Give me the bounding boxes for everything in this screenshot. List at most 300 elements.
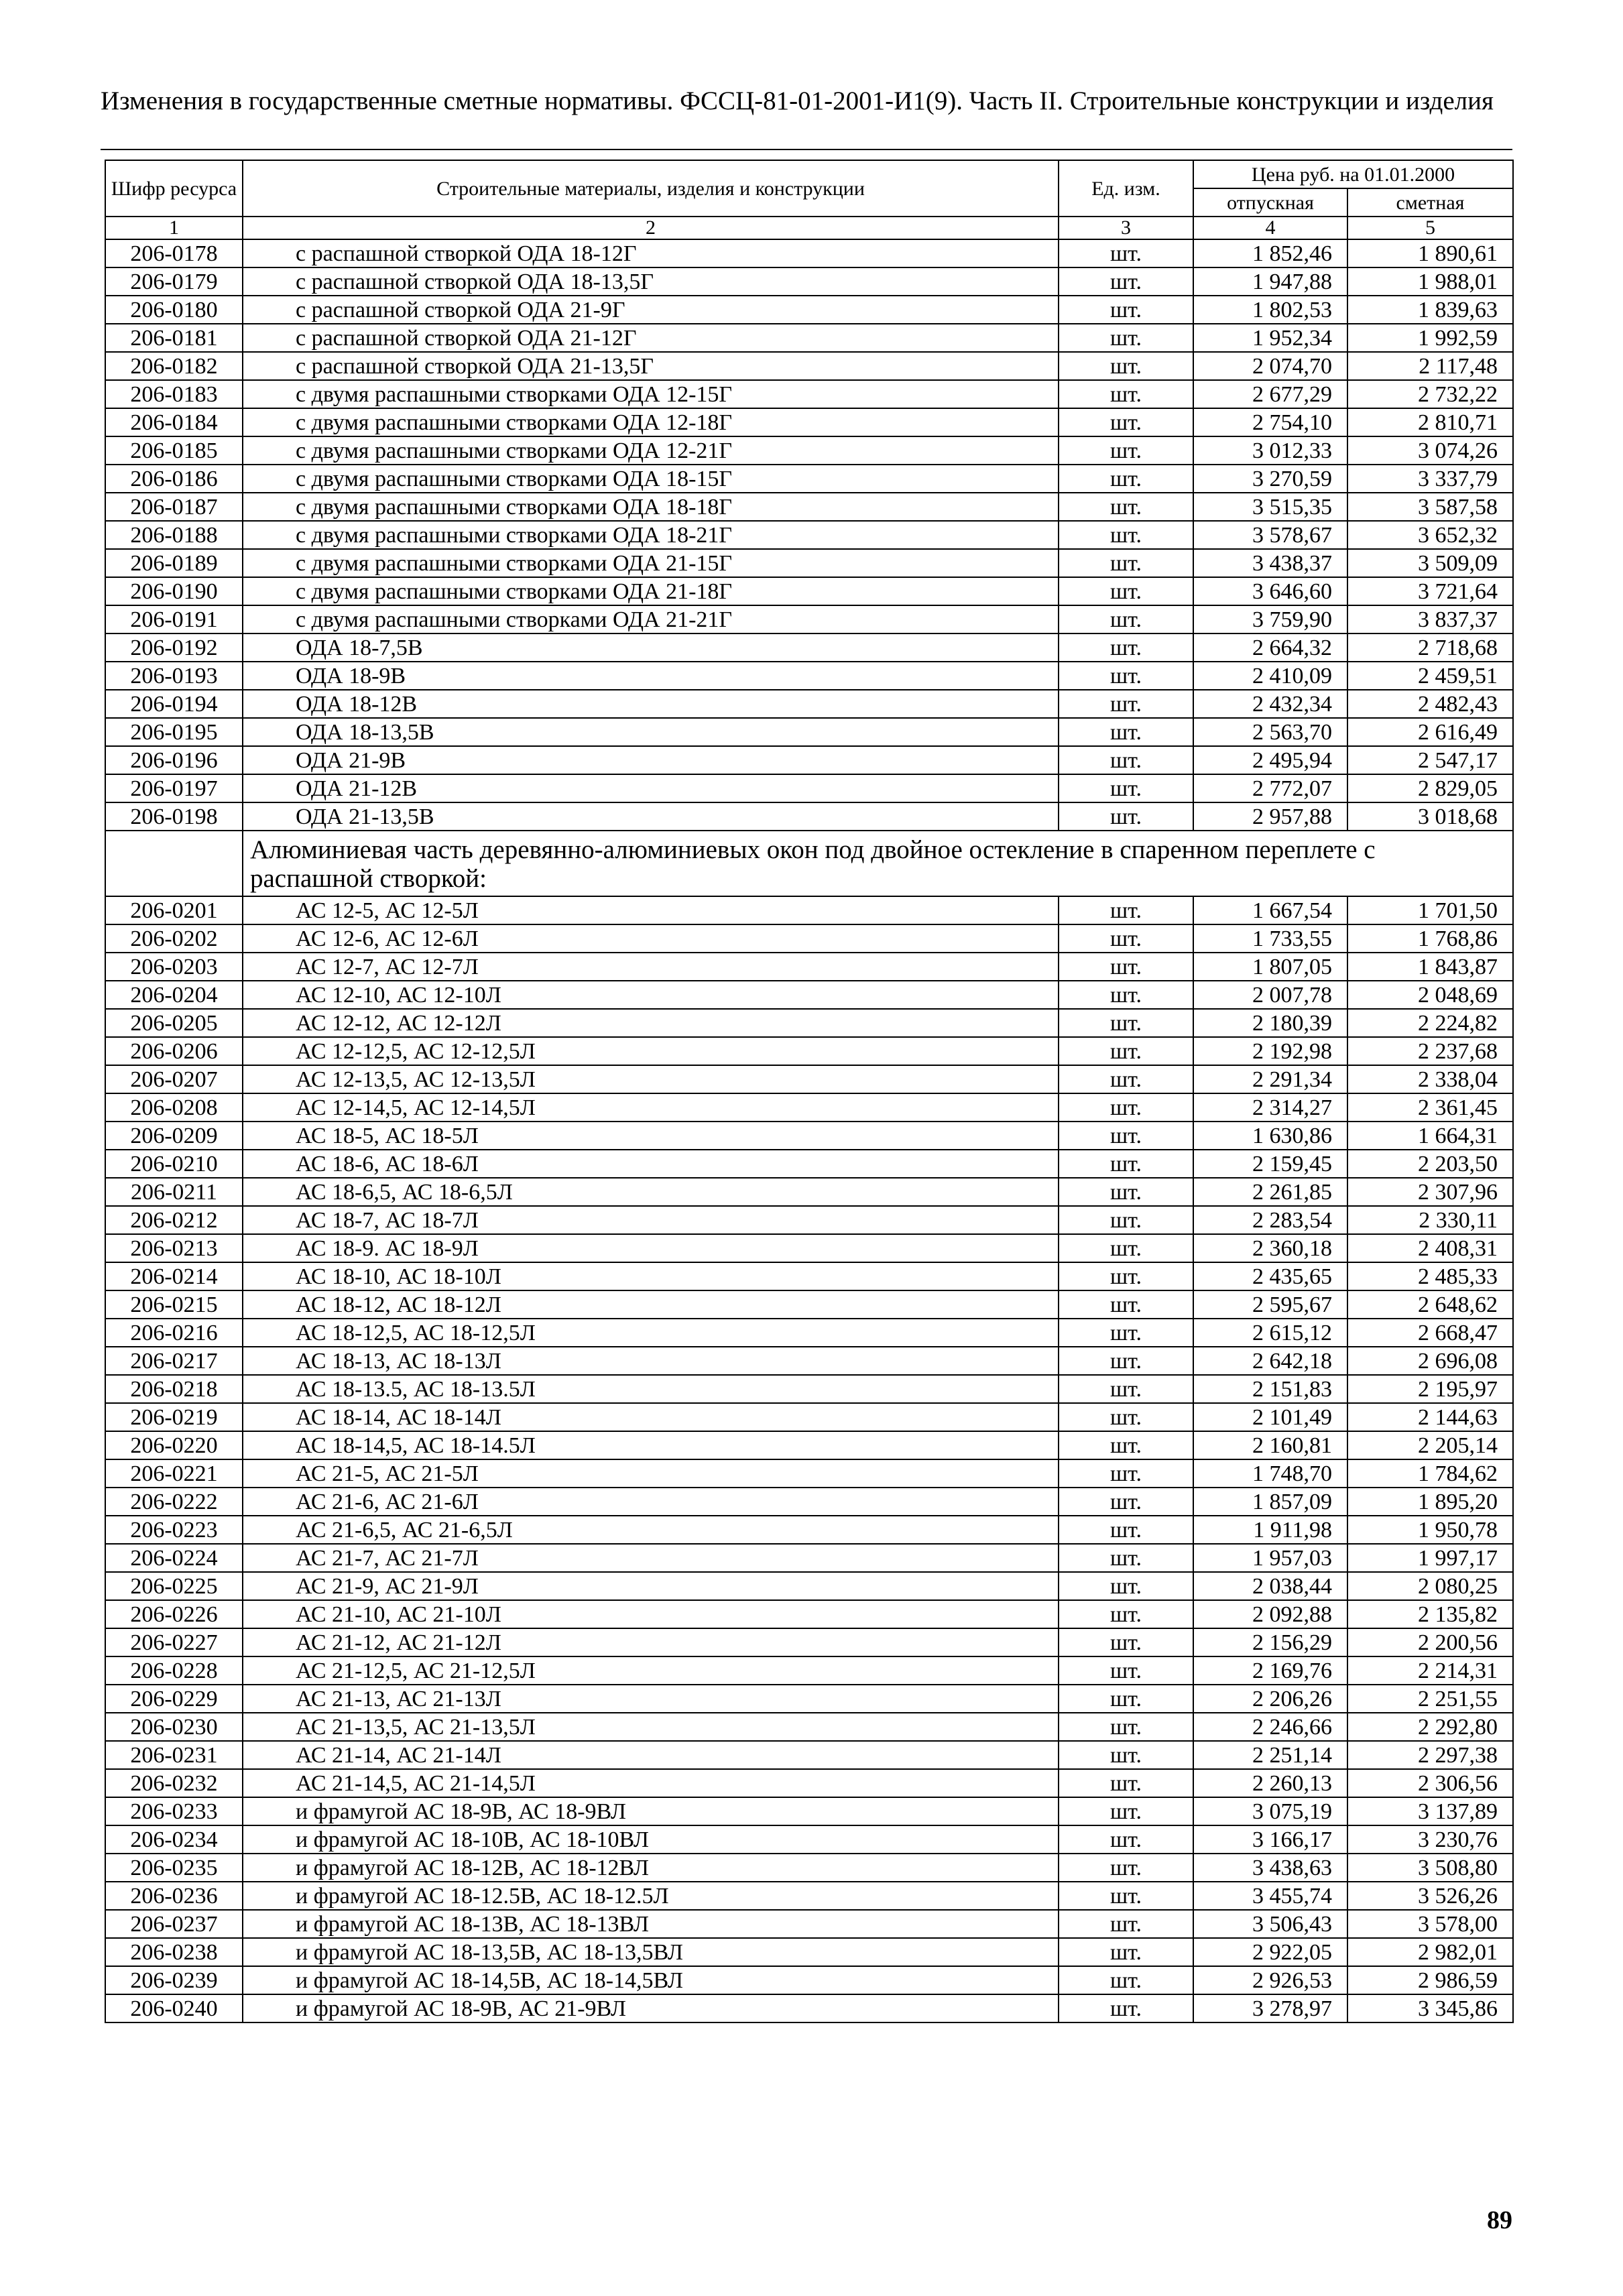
resource-code: 206-0204 [105, 981, 243, 1009]
unit-of-measure: шт. [1059, 1713, 1193, 1741]
table-header-row [105, 160, 1513, 188]
table-row [105, 1150, 1513, 1178]
estimate-price: 2 482,43 [1347, 690, 1513, 718]
unit-of-measure: шт. [1059, 1093, 1193, 1122]
table-row [105, 1290, 1513, 1319]
resource-code: 206-0226 [105, 1600, 243, 1628]
material-name: АС 21-6, АС 21-6Л [243, 1488, 1059, 1516]
release-price: 2 432,34 [1193, 690, 1347, 718]
estimate-price: 2 080,25 [1347, 1572, 1513, 1600]
release-price: 1 911,98 [1193, 1516, 1347, 1544]
estimate-price: 1 997,17 [1347, 1544, 1513, 1572]
release-price: 2 615,12 [1193, 1319, 1347, 1347]
resource-code: 206-0191 [105, 605, 243, 633]
material-name: с распашной створкой ОДА 18-12Г [243, 239, 1059, 267]
unit-of-measure: шт. [1059, 267, 1193, 296]
release-price: 3 166,17 [1193, 1825, 1347, 1854]
estimate-price: 1 950,78 [1347, 1516, 1513, 1544]
estimate-price: 1 768,86 [1347, 924, 1513, 953]
unit-of-measure: шт. [1059, 1628, 1193, 1656]
release-price: 2 563,70 [1193, 718, 1347, 746]
table-row [105, 1037, 1513, 1065]
unit-of-measure: шт. [1059, 436, 1193, 465]
material-name: АС 18-14,5, АС 18-14.5Л [243, 1431, 1059, 1459]
estimate-price: 2 810,71 [1347, 408, 1513, 436]
column-number-row [105, 217, 1513, 239]
material-name: АС 18-6,5, АС 18-6,5Л [243, 1178, 1059, 1206]
release-price: 1 947,88 [1193, 267, 1347, 296]
unit-of-measure: шт. [1059, 1262, 1193, 1290]
release-price: 3 515,35 [1193, 493, 1347, 521]
resource-code: 206-0214 [105, 1262, 243, 1290]
release-price: 3 578,67 [1193, 521, 1347, 549]
table-row [105, 774, 1513, 802]
resource-code: 206-0218 [105, 1375, 243, 1403]
resource-code: 206-0227 [105, 1628, 243, 1656]
release-price: 3 646,60 [1193, 577, 1347, 605]
table-row [105, 324, 1513, 352]
release-price: 2 151,83 [1193, 1375, 1347, 1403]
table-row [105, 1994, 1513, 2022]
release-price: 3 438,37 [1193, 549, 1347, 577]
unit-of-measure: шт. [1059, 662, 1193, 690]
unit-of-measure: шт. [1059, 1290, 1193, 1319]
estimate-price: 2 307,96 [1347, 1178, 1513, 1206]
table-row [105, 1741, 1513, 1769]
estimate-price: 2 048,69 [1347, 981, 1513, 1009]
estimate-price: 1 988,01 [1347, 267, 1513, 296]
release-price: 2 435,65 [1193, 1262, 1347, 1290]
resource-code: 206-0180 [105, 296, 243, 324]
unit-of-measure: шт. [1059, 1347, 1193, 1375]
release-price: 2 957,88 [1193, 802, 1347, 831]
resource-code: 206-0202 [105, 924, 243, 953]
material-name: с двумя распашными створками ОДА 21-15Г [243, 549, 1059, 577]
release-price: 2 038,44 [1193, 1572, 1347, 1600]
table-row [105, 1178, 1513, 1206]
estimate-price: 1 895,20 [1347, 1488, 1513, 1516]
estimate-price: 3 137,89 [1347, 1797, 1513, 1825]
resource-code: 206-0193 [105, 662, 243, 690]
release-price: 1 802,53 [1193, 296, 1347, 324]
release-price: 3 270,59 [1193, 465, 1347, 493]
material-name: ОДА 21-12В [243, 774, 1059, 802]
table-row [105, 1882, 1513, 1910]
resource-code: 206-0190 [105, 577, 243, 605]
page-number: 89 [1487, 2206, 1512, 2234]
table-row [105, 746, 1513, 774]
release-price: 1 957,03 [1193, 1544, 1347, 1572]
estimate-price: 1 839,63 [1347, 296, 1513, 324]
estimate-price: 2 251,55 [1347, 1685, 1513, 1713]
table-row [105, 239, 1513, 267]
unit-of-measure: шт. [1059, 1572, 1193, 1600]
table-row [105, 981, 1513, 1009]
release-price: 2 772,07 [1193, 774, 1347, 802]
unit-of-measure: шт. [1059, 1459, 1193, 1488]
column-number: 2 [243, 217, 1059, 239]
resource-code: 206-0189 [105, 549, 243, 577]
table-row [105, 953, 1513, 981]
column-number: 3 [1059, 217, 1193, 239]
release-price: 2 007,78 [1193, 981, 1347, 1009]
estimate-price: 3 345,86 [1347, 1994, 1513, 2022]
material-name: с двумя распашными створками ОДА 12-21Г [243, 436, 1059, 465]
estimate-price: 1 992,59 [1347, 324, 1513, 352]
material-name: ОДА 18-9В [243, 662, 1059, 690]
resource-code: 206-0229 [105, 1685, 243, 1713]
release-price: 2 291,34 [1193, 1065, 1347, 1093]
material-name: с двумя распашными створками ОДА 12-15Г [243, 380, 1059, 408]
release-price: 2 092,88 [1193, 1600, 1347, 1628]
resource-code: 206-0192 [105, 633, 243, 662]
material-name: с двумя распашными створками ОДА 21-21Г [243, 605, 1059, 633]
table-row [105, 1403, 1513, 1431]
section-code-cell [105, 831, 243, 896]
resource-code: 206-0179 [105, 267, 243, 296]
resource-code: 206-0228 [105, 1656, 243, 1685]
release-price: 3 278,97 [1193, 1994, 1347, 2022]
estimate-price: 3 508,80 [1347, 1854, 1513, 1882]
estimate-price: 3 587,58 [1347, 493, 1513, 521]
material-name: АС 21-7, АС 21-7Л [243, 1544, 1059, 1572]
release-price: 2 410,09 [1193, 662, 1347, 690]
material-name: АС 18-13.5, АС 18-13.5Л [243, 1375, 1059, 1403]
material-name: и фрамугой АС 18-10В, АС 18-10ВЛ [243, 1825, 1059, 1854]
resource-code: 206-0188 [105, 521, 243, 549]
estimate-price: 2 292,80 [1347, 1713, 1513, 1741]
unit-of-measure: шт. [1059, 718, 1193, 746]
material-name: АС 12-13,5, АС 12-13,5Л [243, 1065, 1059, 1093]
header-unit: Ед. изм. [1059, 160, 1193, 217]
estimate-price: 2 214,31 [1347, 1656, 1513, 1685]
unit-of-measure: шт. [1059, 521, 1193, 549]
material-name: и фрамугой АС 18-14,5В, АС 18-14,5ВЛ [243, 1966, 1059, 1994]
unit-of-measure: шт. [1059, 1516, 1193, 1544]
material-name: ОДА 18-12В [243, 690, 1059, 718]
unit-of-measure: шт. [1059, 896, 1193, 924]
unit-of-measure: шт. [1059, 633, 1193, 662]
material-name: АС 18-12, АС 18-12Л [243, 1290, 1059, 1319]
unit-of-measure: шт. [1059, 239, 1193, 267]
table-row [105, 1769, 1513, 1797]
table-row [105, 1600, 1513, 1628]
unit-of-measure: шт. [1059, 1065, 1193, 1093]
release-price: 2 156,29 [1193, 1628, 1347, 1656]
estimate-price: 2 718,68 [1347, 633, 1513, 662]
unit-of-measure: шт. [1059, 605, 1193, 633]
unit-of-measure: шт. [1059, 1882, 1193, 1910]
material-name: АС 12-10, АС 12-10Л [243, 981, 1059, 1009]
release-price: 2 246,66 [1193, 1713, 1347, 1741]
table-row [105, 493, 1513, 521]
header-divider [101, 149, 1512, 150]
material-name: АС 21-12,5, АС 21-12,5Л [243, 1656, 1059, 1685]
material-name: АС 18-14, АС 18-14Л [243, 1403, 1059, 1431]
release-price: 2 180,39 [1193, 1009, 1347, 1037]
material-name: АС 21-12, АС 21-12Л [243, 1628, 1059, 1656]
release-price: 3 075,19 [1193, 1797, 1347, 1825]
table-row [105, 896, 1513, 924]
unit-of-measure: шт. [1059, 1994, 1193, 2022]
resource-code: 206-0234 [105, 1825, 243, 1854]
estimate-price: 2 485,33 [1347, 1262, 1513, 1290]
table-row [105, 1206, 1513, 1234]
resource-code: 206-0211 [105, 1178, 243, 1206]
unit-of-measure: шт. [1059, 549, 1193, 577]
resource-code: 206-0231 [105, 1741, 243, 1769]
table-row [105, 690, 1513, 718]
material-name: АС 12-7, АС 12-7Л [243, 953, 1059, 981]
resource-code: 206-0219 [105, 1403, 243, 1431]
material-name: АС 21-5, АС 21-5Л [243, 1459, 1059, 1488]
estimate-price: 3 578,00 [1347, 1910, 1513, 1938]
estimate-price: 2 829,05 [1347, 774, 1513, 802]
material-name: АС 21-14, АС 21-14Л [243, 1741, 1059, 1769]
estimate-price: 2 648,62 [1347, 1290, 1513, 1319]
material-name: с двумя распашными створками ОДА 18-18Г [243, 493, 1059, 521]
material-name: АС 18-12,5, АС 18-12,5Л [243, 1319, 1059, 1347]
estimate-price: 2 408,31 [1347, 1234, 1513, 1262]
material-name: АС 18-9. АС 18-9Л [243, 1234, 1059, 1262]
estimate-price: 3 230,76 [1347, 1825, 1513, 1854]
release-price: 2 261,85 [1193, 1178, 1347, 1206]
release-price: 1 857,09 [1193, 1488, 1347, 1516]
resource-code: 206-0210 [105, 1150, 243, 1178]
release-price: 1 748,70 [1193, 1459, 1347, 1488]
column-number: 1 [105, 217, 243, 239]
release-price: 2 074,70 [1193, 352, 1347, 380]
estimate-price: 2 668,47 [1347, 1319, 1513, 1347]
material-name: и фрамугой АС 18-12.5В, АС 18-12.5Л [243, 1882, 1059, 1910]
estimate-price: 2 144,63 [1347, 1403, 1513, 1431]
table-row [105, 577, 1513, 605]
unit-of-measure: шт. [1059, 953, 1193, 981]
material-name: АС 21-13, АС 21-13Л [243, 1685, 1059, 1713]
table-row [105, 1375, 1513, 1403]
resource-code: 206-0181 [105, 324, 243, 352]
resource-code: 206-0196 [105, 746, 243, 774]
estimate-price: 2 361,45 [1347, 1093, 1513, 1122]
release-price: 3 455,74 [1193, 1882, 1347, 1910]
material-name: АС 12-5, АС 12-5Л [243, 896, 1059, 924]
resource-code: 206-0184 [105, 408, 243, 436]
material-name: АС 21-6,5, АС 21-6,5Л [243, 1516, 1059, 1544]
material-name: ОДА 18-7,5В [243, 633, 1059, 662]
unit-of-measure: шт. [1059, 1910, 1193, 1938]
resource-code: 206-0194 [105, 690, 243, 718]
material-name: АС 18-6, АС 18-6Л [243, 1150, 1059, 1178]
table-row [105, 1713, 1513, 1741]
table-row [105, 1572, 1513, 1600]
unit-of-measure: шт. [1059, 1178, 1193, 1206]
estimate-price: 2 203,50 [1347, 1150, 1513, 1178]
unit-of-measure: шт. [1059, 296, 1193, 324]
unit-of-measure: шт. [1059, 774, 1193, 802]
table-row [105, 465, 1513, 493]
unit-of-measure: шт. [1059, 1656, 1193, 1685]
release-price: 2 169,76 [1193, 1656, 1347, 1685]
estimate-price: 3 337,79 [1347, 465, 1513, 493]
material-name: АС 18-10, АС 18-10Л [243, 1262, 1059, 1290]
table-row [105, 605, 1513, 633]
material-name: ОДА 21-9В [243, 746, 1059, 774]
table-row [105, 802, 1513, 831]
resource-code: 206-0178 [105, 239, 243, 267]
material-name: АС 18-13, АС 18-13Л [243, 1347, 1059, 1375]
estimate-price: 2 696,08 [1347, 1347, 1513, 1375]
estimate-price: 3 526,26 [1347, 1882, 1513, 1910]
resource-code: 206-0201 [105, 896, 243, 924]
unit-of-measure: шт. [1059, 1938, 1193, 1966]
release-price: 3 012,33 [1193, 436, 1347, 465]
resource-code: 206-0221 [105, 1459, 243, 1488]
unit-of-measure: шт. [1059, 746, 1193, 774]
estimate-price: 2 986,59 [1347, 1966, 1513, 1994]
page-header-title: Изменения в государственные сметные нормативы. ФССЦ-81-01-2001-И1(9). Часть II. Строительные конструкции и изделия [101, 86, 1494, 115]
unit-of-measure: шт. [1059, 465, 1193, 493]
material-name: АС 21-14,5, АС 21-14,5Л [243, 1769, 1059, 1797]
unit-of-measure: шт. [1059, 577, 1193, 605]
estimate-price: 2 200,56 [1347, 1628, 1513, 1656]
unit-of-measure: шт. [1059, 1825, 1193, 1854]
material-name: АС 21-10, АС 21-10Л [243, 1600, 1059, 1628]
price-table [105, 160, 1514, 2023]
resource-code: 206-0232 [105, 1769, 243, 1797]
resource-code: 206-0237 [105, 1910, 243, 1938]
unit-of-measure: шт. [1059, 1122, 1193, 1150]
material-name: с двумя распашными створками ОДА 12-18Г [243, 408, 1059, 436]
estimate-price: 2 297,38 [1347, 1741, 1513, 1769]
material-name: с двумя распашными створками ОДА 18-21Г [243, 521, 1059, 549]
material-name: и фрамугой АС 18-9В, АС 18-9ВЛ [243, 1797, 1059, 1825]
estimate-price: 2 616,49 [1347, 718, 1513, 746]
table-row [105, 1938, 1513, 1966]
table-row [105, 1234, 1513, 1262]
estimate-price: 2 205,14 [1347, 1431, 1513, 1459]
material-name: АС 12-12, АС 12-12Л [243, 1009, 1059, 1037]
resource-code: 206-0230 [105, 1713, 243, 1741]
resource-code: 206-0224 [105, 1544, 243, 1572]
table-row [105, 1825, 1513, 1854]
section-heading-row [105, 831, 1513, 896]
resource-code: 206-0223 [105, 1516, 243, 1544]
resource-code: 206-0215 [105, 1290, 243, 1319]
estimate-price: 2 982,01 [1347, 1938, 1513, 1966]
header-price: Цена руб. на 01.01.2000 [1193, 160, 1513, 188]
material-name: АС 21-13,5, АС 21-13,5Л [243, 1713, 1059, 1741]
estimate-price: 1 784,62 [1347, 1459, 1513, 1488]
material-name: АС 12-14,5, АС 12-14,5Л [243, 1093, 1059, 1122]
resource-code: 206-0222 [105, 1488, 243, 1516]
resource-code: 206-0235 [105, 1854, 243, 1882]
resource-code: 206-0198 [105, 802, 243, 831]
table-row [105, 1966, 1513, 1994]
resource-code: 206-0217 [105, 1347, 243, 1375]
unit-of-measure: шт. [1059, 690, 1193, 718]
table-row [105, 1319, 1513, 1347]
release-price: 2 283,54 [1193, 1206, 1347, 1234]
header-name: Строительные материалы, изделия и конструкции [243, 160, 1059, 217]
unit-of-measure: шт. [1059, 1544, 1193, 1572]
table-row [105, 1262, 1513, 1290]
estimate-price: 3 509,09 [1347, 549, 1513, 577]
estimate-price: 3 074,26 [1347, 436, 1513, 465]
unit-of-measure: шт. [1059, 802, 1193, 831]
resource-code: 206-0203 [105, 953, 243, 981]
table-row [105, 267, 1513, 296]
material-name: АС 18-7, АС 18-7Л [243, 1206, 1059, 1234]
estimate-price: 1 843,87 [1347, 953, 1513, 981]
estimate-price: 1 664,31 [1347, 1122, 1513, 1150]
table-row [105, 436, 1513, 465]
material-name: и фрамугой АС 18-13В, АС 18-13ВЛ [243, 1910, 1059, 1938]
resource-code: 206-0225 [105, 1572, 243, 1600]
unit-of-measure: шт. [1059, 1685, 1193, 1713]
estimate-price: 2 195,97 [1347, 1375, 1513, 1403]
table-row [105, 1516, 1513, 1544]
release-price: 2 260,13 [1193, 1769, 1347, 1797]
estimate-price: 3 652,32 [1347, 521, 1513, 549]
release-price: 3 759,90 [1193, 605, 1347, 633]
unit-of-measure: шт. [1059, 1037, 1193, 1065]
material-name: с двумя распашными створками ОДА 21-18Г [243, 577, 1059, 605]
unit-of-measure: шт. [1059, 380, 1193, 408]
estimate-price: 2 547,17 [1347, 746, 1513, 774]
material-name: ОДА 21-13,5В [243, 802, 1059, 831]
release-price: 2 754,10 [1193, 408, 1347, 436]
material-name: с двумя распашными створками ОДА 18-15Г [243, 465, 1059, 493]
unit-of-measure: шт. [1059, 1854, 1193, 1882]
unit-of-measure: шт. [1059, 1769, 1193, 1797]
material-name: ОДА 18-13,5В [243, 718, 1059, 746]
release-price: 1 807,05 [1193, 953, 1347, 981]
estimate-price: 1 890,61 [1347, 239, 1513, 267]
resource-code: 206-0187 [105, 493, 243, 521]
unit-of-measure: шт. [1059, 1488, 1193, 1516]
estimate-price: 2 732,22 [1347, 380, 1513, 408]
table-row [105, 408, 1513, 436]
release-price: 2 595,67 [1193, 1290, 1347, 1319]
estimate-price: 2 237,68 [1347, 1037, 1513, 1065]
unit-of-measure: шт. [1059, 493, 1193, 521]
table-row [105, 521, 1513, 549]
header-estimate: сметная [1347, 188, 1513, 217]
table-row [105, 352, 1513, 380]
release-price: 2 922,05 [1193, 1938, 1347, 1966]
table-row [105, 1093, 1513, 1122]
resource-code: 206-0212 [105, 1206, 243, 1234]
material-name: АС 18-5, АС 18-5Л [243, 1122, 1059, 1150]
table-row [105, 1431, 1513, 1459]
resource-code: 206-0182 [105, 352, 243, 380]
unit-of-measure: шт. [1059, 1797, 1193, 1825]
estimate-price: 2 306,56 [1347, 1769, 1513, 1797]
table-row [105, 633, 1513, 662]
table-row [105, 662, 1513, 690]
table-row [105, 1009, 1513, 1037]
unit-of-measure: шт. [1059, 1150, 1193, 1178]
table-row [105, 1685, 1513, 1713]
resource-code: 206-0216 [105, 1319, 243, 1347]
material-name: с распашной створкой ОДА 21-9Г [243, 296, 1059, 324]
release-price: 3 438,63 [1193, 1854, 1347, 1882]
release-price: 3 506,43 [1193, 1910, 1347, 1938]
release-price: 2 206,26 [1193, 1685, 1347, 1713]
release-price: 1 852,46 [1193, 239, 1347, 267]
estimate-price: 1 701,50 [1347, 896, 1513, 924]
resource-code: 206-0233 [105, 1797, 243, 1825]
